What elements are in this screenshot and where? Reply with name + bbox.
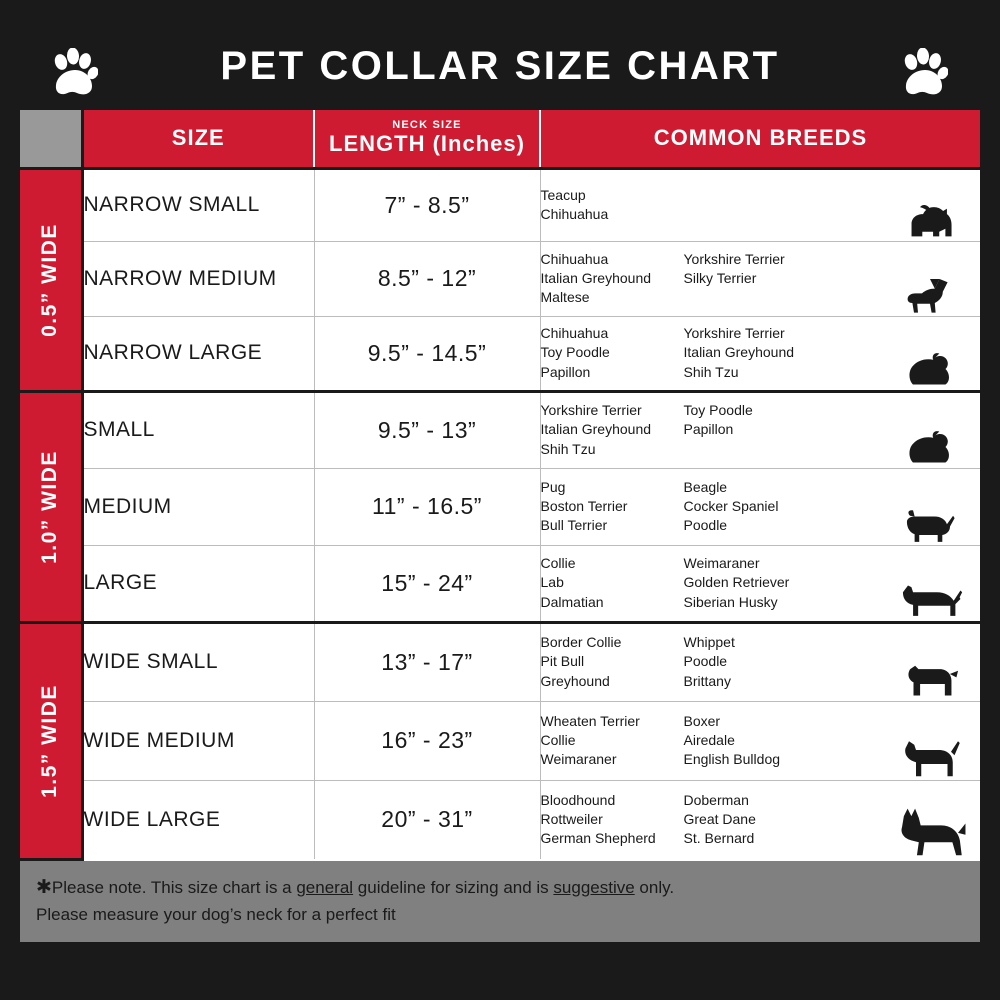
cell-size: WIDE LARGE xyxy=(82,780,314,859)
breeds-column-2: Yorkshire Terrier Silky Terrier xyxy=(683,250,785,286)
footer-line-1-part-a: Please note. This size chart is a xyxy=(51,877,297,897)
table-row xyxy=(20,316,980,391)
cell-size: LARGE xyxy=(82,545,314,622)
cell-length: 16” - 23” xyxy=(314,701,540,780)
breeds-column-1: Collie Lab Dalmatian xyxy=(540,555,604,610)
breeds-column-2 xyxy=(684,186,827,225)
breeds-column-2: Toy Poodle Papillon xyxy=(683,402,753,438)
dog-silhouette-shihtzu-icon xyxy=(880,391,980,468)
size-chart-table xyxy=(20,110,980,861)
cell-breeds xyxy=(540,316,880,391)
table-row xyxy=(20,545,980,622)
breeds-column-2: Beagle Cocker Spaniel Poodle xyxy=(683,478,779,534)
table-row xyxy=(20,701,980,780)
table-row xyxy=(20,168,980,241)
cell-breeds xyxy=(540,780,880,859)
dog-silhouette-retriever-icon xyxy=(880,545,980,622)
table-row xyxy=(20,391,980,468)
width-group-cell-wide xyxy=(20,622,82,859)
column-header-breeds-label: COMMON BREEDS xyxy=(653,125,868,151)
breeds-column-2: Boxer Airedale English Bulldog xyxy=(683,712,781,768)
cell-breeds xyxy=(540,701,880,780)
width-group-label: 1.5” WIDE xyxy=(38,683,62,798)
asterisk-icon: ✱ xyxy=(36,876,52,898)
table-row xyxy=(20,468,980,545)
column-header-breeds xyxy=(540,110,980,168)
table-row xyxy=(20,622,980,701)
cell-length: 9.5” - 14.5” xyxy=(314,316,540,391)
dog-silhouette-doberman-icon xyxy=(880,780,980,859)
breeds-column-1: Teacup Chihuahua xyxy=(540,186,609,222)
cell-length: 11” - 16.5” xyxy=(314,468,540,545)
width-group-label: 1.0” WIDE xyxy=(38,449,62,564)
cell-length: 7” - 8.5” xyxy=(314,168,540,241)
dog-silhouette-beagle-icon xyxy=(880,468,980,545)
cell-breeds xyxy=(540,545,880,622)
cell-breeds xyxy=(540,241,880,316)
cell-length: 20” - 31” xyxy=(314,780,540,859)
cell-size: MEDIUM xyxy=(82,468,314,545)
width-group-cell-standard xyxy=(20,391,82,622)
cell-breeds xyxy=(540,622,880,701)
cell-size: SMALL xyxy=(82,391,314,468)
footer-line-1-part-c: only. xyxy=(634,877,675,897)
paw-print-icon xyxy=(52,48,98,98)
breeds-column-1: Chihuahua Italian Greyhound Maltese xyxy=(540,250,652,306)
footer-line-1-part-b: guideline for sizing and is xyxy=(353,877,554,897)
cell-length: 13” - 17” xyxy=(314,622,540,701)
page-title: PET COLLAR SIZE CHART xyxy=(220,43,780,88)
footer-note xyxy=(20,861,980,943)
breeds-column-1: Chihuahua Toy Poodle Papillon xyxy=(540,325,610,380)
dog-silhouette-chihuahua-icon xyxy=(880,241,980,316)
breeds-column-2: Weimaraner Golden Retriever Siberian Husky xyxy=(683,555,790,610)
cell-breeds xyxy=(540,468,880,545)
table-row xyxy=(20,241,980,316)
column-header-length xyxy=(314,110,540,168)
dog-silhouette-yorkie-icon xyxy=(880,168,980,241)
table-row xyxy=(20,780,980,859)
cell-breeds xyxy=(540,391,880,468)
breeds-column-2: Whippet Poodle Brittany xyxy=(683,634,735,689)
column-header-size xyxy=(82,110,314,168)
cell-length: 9.5” - 13” xyxy=(314,391,540,468)
width-group-cell-narrow xyxy=(20,168,82,391)
breeds-column-1: Bloodhound Rottweiler German Shepherd xyxy=(540,791,656,847)
cell-size: WIDE MEDIUM xyxy=(82,701,314,780)
cell-size: WIDE SMALL xyxy=(82,622,314,701)
paw-print-icon xyxy=(902,48,948,98)
cell-length: 15” - 24” xyxy=(314,545,540,622)
dog-silhouette-papillon-icon xyxy=(880,316,980,391)
column-header-size-label: SIZE xyxy=(171,125,225,151)
breeds-column-1: Border Collie Pit Bull Greyhound xyxy=(540,634,622,689)
dog-silhouette-pitbull-icon xyxy=(880,622,980,701)
table-header-row xyxy=(20,110,980,168)
cell-breeds xyxy=(540,168,880,241)
corner-cell xyxy=(20,110,82,168)
column-header-length-label: LENGTH (Inches) xyxy=(329,131,525,157)
width-group-label: 0.5” WIDE xyxy=(38,222,62,337)
breeds-column-2: Yorkshire Terrier Italian Greyhound Shih Tzu xyxy=(683,325,795,380)
footer-emphasis-general: general xyxy=(296,877,354,897)
footer-line-1 xyxy=(36,873,964,902)
column-header-neck-size-label: NECK SIZE xyxy=(392,119,462,132)
cell-length: 8.5” - 12” xyxy=(314,241,540,316)
breeds-column-1: Wheaten Terrier Collie Weimaraner xyxy=(540,712,640,768)
cell-size: NARROW SMALL xyxy=(82,168,314,241)
cell-size: NARROW LARGE xyxy=(82,316,314,391)
chart-header xyxy=(20,22,980,110)
footer-emphasis-suggestive: suggestive xyxy=(553,877,635,897)
cell-size: NARROW MEDIUM xyxy=(82,241,314,316)
footer-line-2: Please measure your dog’s neck for a perfect fit xyxy=(36,904,396,924)
breeds-column-2: Doberman Great Dane St. Bernard xyxy=(683,791,756,847)
breeds-column-1: Pug Boston Terrier Bull Terrier xyxy=(540,478,628,534)
breeds-column-1: Yorkshire Terrier Italian Greyhound Shih Tzu xyxy=(540,402,652,457)
dog-silhouette-boxer-icon xyxy=(880,701,980,780)
